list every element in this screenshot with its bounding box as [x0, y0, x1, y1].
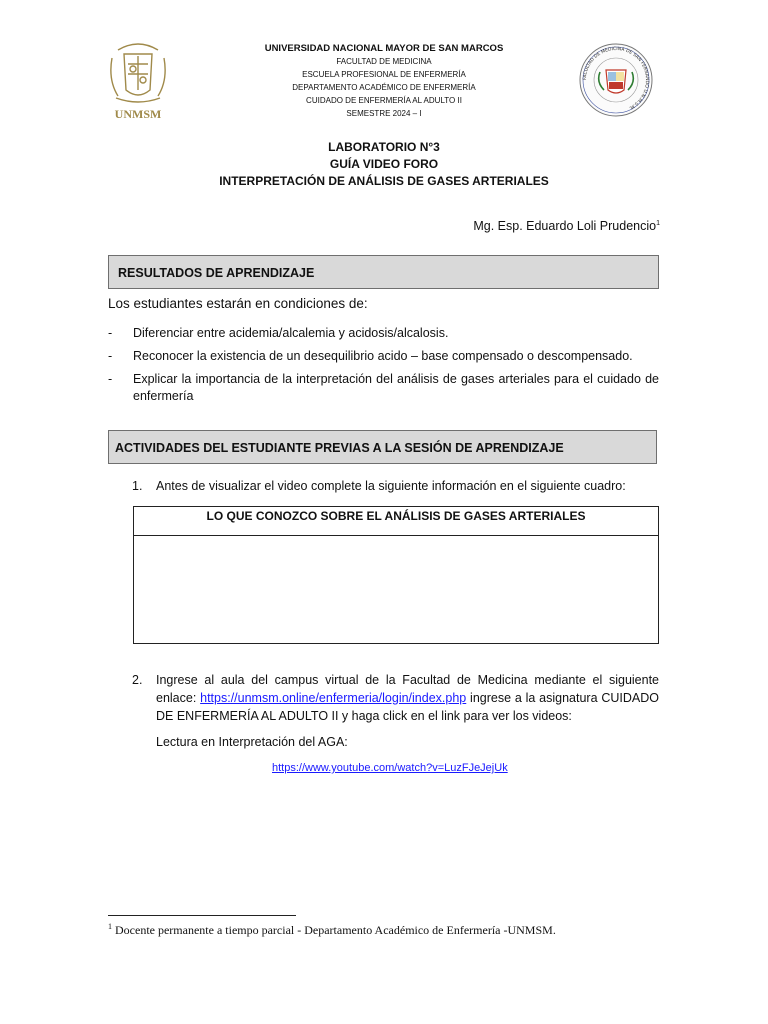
unmsm-logo [104, 40, 172, 122]
logo-text: UNMSM [114, 107, 162, 121]
table-empty-cell[interactable] [134, 536, 658, 644]
outcomes-intro: Los estudiantes estarán en condiciones de: [108, 296, 368, 311]
guide-title: GUÍA VIDEO FORO [329, 157, 439, 171]
author [473, 219, 660, 233]
reading-label: Lectura en Interpretación del AGA: [156, 735, 348, 749]
faculty-seal [574, 42, 658, 118]
university-name: UNIVERSIDAD NACIONAL MAYOR DE SAN MARCOS [264, 43, 504, 54]
bullet-dash: - [108, 372, 113, 386]
activities-heading: ACTIVIDADES DEL ESTUDIANTE PREVIAS A LA SESIÓN DE APRENDIZAJE [108, 430, 657, 464]
list-item [108, 348, 659, 365]
school-name: ESCUELA PROFESIONAL DE ENFERMERÍA [302, 70, 466, 79]
outcome-text: Explicar la importancia de la interpretación del análisis de gases arteriales para el cuidado de enfermería [133, 372, 659, 403]
outcome-text: Diferenciar entre acidemia/alcalemia y acidosis/alcalosis. [133, 326, 449, 340]
lab-number: LABORATORIO N°3 [328, 140, 440, 154]
outcomes-list [108, 325, 659, 411]
document-title [180, 139, 588, 190]
item-text-after: ingrese a la asignatura CUIDADO DE ENFERMERÍA AL ADULTO II y haga click en el link para ver los videos: [156, 691, 660, 723]
footnote-text: Docente permanente a tiempo parcial - Departamento Académico de Enfermería -UNMSM. [112, 923, 556, 937]
item-text: Antes de visualizar el video complete la siguiente información en el siguiente cuadro: [156, 479, 626, 493]
institution-header [180, 42, 588, 120]
list-item [108, 325, 659, 342]
table-header: LO QUE CONOZCO SOBRE EL ANÁLISIS DE GASES ARTERIALES [134, 507, 658, 536]
semester: SEMESTRE 2024 – I [346, 109, 422, 118]
list-item [108, 371, 659, 405]
activity-item-1 [132, 479, 626, 493]
topic-title: INTERPRETACIÓN DE ANÁLISIS DE GASES ARTERIALES [219, 174, 549, 188]
footnote-mark: 1 [108, 922, 112, 931]
item-text-before: Ingrese al aula del campus virtual de la Facultad de Medicina mediante el siguiente enlace: [156, 673, 659, 705]
activity-item-2 [132, 671, 659, 725]
bullet-dash: - [108, 326, 113, 340]
faculty-name: FACULTAD DE MEDICINA [336, 57, 432, 66]
outcome-text: Reconocer la existencia de un desequilibrio acido – base compensado o descompensado. [133, 349, 633, 363]
item-number: 2. [132, 673, 143, 687]
youtube-link[interactable]: https://www.youtube.com/watch?v=LuzFJeJejUk [272, 762, 508, 774]
campus-link[interactable]: https://unmsm.online/enfermeria/login/index.php [200, 691, 467, 705]
author-footnote-mark: 1 [656, 219, 660, 227]
learning-outcomes-heading: RESULTADOS DE APRENDIZAJE [108, 255, 659, 289]
footnote [108, 922, 556, 938]
footnote-divider [108, 915, 296, 916]
item-number: 1. [132, 479, 143, 493]
department-name: DEPARTAMENTO ACADÉMICO DE ENFERMERÍA [292, 83, 476, 92]
course-name: CUIDADO DE ENFERMERÍA AL ADULTO II [306, 96, 462, 105]
seal-text: FACULTAD DE MEDICINA DE SAN FERNANDO U.N.M.S.M. [582, 46, 650, 110]
bullet-dash: - [108, 349, 113, 363]
knowledge-table [133, 506, 659, 644]
author-name: Mg. Esp. Eduardo Loli Prudencio [473, 219, 657, 233]
item-text [156, 671, 659, 725]
